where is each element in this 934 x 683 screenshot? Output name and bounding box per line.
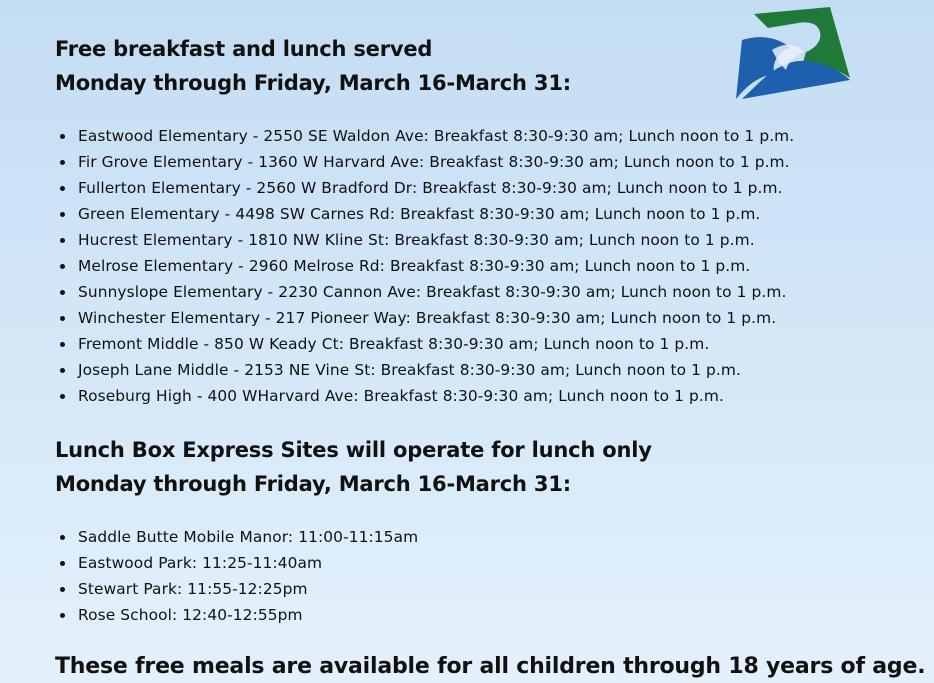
section2-heading-line2: Monday through Friday, March 16-March 31: <box>55 472 571 496</box>
list-item: Melrose Elementary - 2960 Melrose Rd: Breakfast 8:30-9:30 am; Lunch noon to 1 p.m. <box>58 253 794 279</box>
section1-heading-line1: Free breakfast and lunch served <box>55 37 433 61</box>
list-item: Green Elementary - 4498 SW Carnes Rd: Breakfast 8:30-9:30 am; Lunch noon to 1 p.m. <box>58 201 794 227</box>
list-item: Rose School: 12:40-12:55pm <box>58 602 418 628</box>
section2-heading-line1: Lunch Box Express Sites will operate for lunch only <box>55 438 652 462</box>
list-item: Fremont Middle - 850 W Keady Ct: Breakfast 8:30-9:30 am; Lunch noon to 1 p.m. <box>58 331 794 357</box>
section1-heading-line2: Monday through Friday, March 16-March 31: <box>55 71 571 95</box>
list-item: Eastwood Elementary - 2550 SE Waldon Ave: Breakfast 8:30-9:30 am; Lunch noon to 1 p.m. <box>58 123 794 149</box>
lunch-box-express-site-list <box>58 524 418 628</box>
list-item: Saddle Butte Mobile Manor: 11:00-11:15am <box>58 524 418 550</box>
list-item: Stewart Park: 11:55-12:25pm <box>58 576 418 602</box>
list-item: Fir Grove Elementary - 1360 W Harvard Ave: Breakfast 8:30-9:30 am; Lunch noon to 1 p.m. <box>58 149 794 175</box>
list-item: Winchester Elementary - 217 Pioneer Way: Breakfast 8:30-9:30 am; Lunch noon to 1 p.m. <box>58 305 794 331</box>
breakfast-lunch-site-list <box>58 123 794 409</box>
eligibility-note: These free meals are available for all children through 18 years of age. <box>55 654 926 679</box>
section1-heading <box>55 32 571 100</box>
list-item: Fullerton Elementary - 2560 W Bradford Dr: Breakfast 8:30-9:30 am; Lunch noon to 1 p.m. <box>58 175 794 201</box>
list-item: Sunnyslope Elementary - 2230 Cannon Ave: Breakfast 8:30-9:30 am; Lunch noon to 1 p.m. <box>58 279 794 305</box>
list-item: Roseburg High - 400 WHarvard Ave: Breakfast 8:30-9:30 am; Lunch noon to 1 p.m. <box>58 383 794 409</box>
list-item: Hucrest Elementary - 1810 NW Kline St: Breakfast 8:30-9:30 am; Lunch noon to 1 p.m. <box>58 227 794 253</box>
district-logo <box>732 4 852 102</box>
section2-heading <box>55 433 652 501</box>
list-item: Joseph Lane Middle - 2153 NE Vine St: Breakfast 8:30-9:30 am; Lunch noon to 1 p.m. <box>58 357 794 383</box>
list-item: Eastwood Park: 11:25-11:40am <box>58 550 418 576</box>
